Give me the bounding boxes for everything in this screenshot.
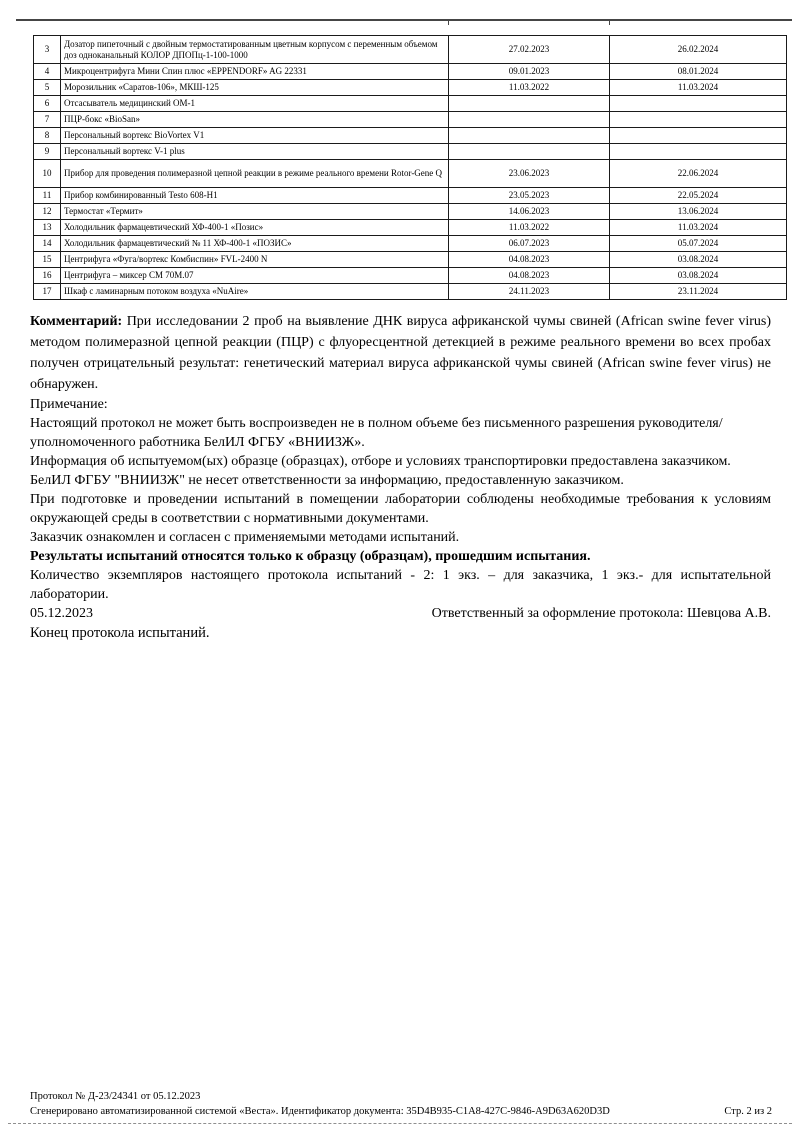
verification-date-cell: 04.08.2023: [449, 252, 610, 268]
table-row: [34, 128, 787, 144]
table-row: [34, 236, 787, 252]
note-paragraph: Результаты испытаний относятся только к образцу (образцам), прошедшим испытания.: [30, 549, 591, 564]
table-column-tick: [609, 21, 610, 25]
row-number-cell: 4: [34, 64, 61, 80]
equipment-name-cell: Прибор комбинированный Testo 608-H1: [61, 188, 449, 204]
equipment-name-cell: Персональный вортекс BioVortex V1: [61, 128, 449, 144]
valid-until-date-cell: 05.07.2024: [610, 236, 787, 252]
row-number-cell: 6: [34, 96, 61, 112]
table-row: [34, 252, 787, 268]
verification-date-cell: 14.06.2023: [449, 204, 610, 220]
table-row: [34, 284, 787, 300]
verification-date-cell: [449, 144, 610, 160]
table-row: [34, 144, 787, 160]
table-row: [34, 64, 787, 80]
verification-date-cell: 23.06.2023: [449, 160, 610, 188]
verification-date-cell: [449, 112, 610, 128]
row-number-cell: 11: [34, 188, 61, 204]
equipment-name-cell: Шкаф с ламинарным потоком воздуха «NuAire»: [61, 284, 449, 300]
equipment-name-cell: Прибор для проведения полимеразной цепной реакции в режиме реального времени Rotor-Gene Q: [61, 160, 449, 188]
signoff-date: 05.12.2023: [30, 606, 93, 621]
verification-date-cell: [449, 96, 610, 112]
equipment-name-cell: Центрифуга «Фуга/вортекс Комбиспин» FVL-2400 N: [61, 252, 449, 268]
equipment-name-cell: Персональный вортекс V-1 plus: [61, 144, 449, 160]
note-paragraph: Заказчик ознакомлен и согласен с применяемыми методами испытаний.: [30, 530, 460, 545]
table-row: [34, 220, 787, 236]
verification-date-cell: [449, 128, 610, 144]
footer-generated-text: Сгенерировано автоматизированной системой «Веста». Идентификатор документа: 35D4B935-C1A8-427C-9846-A9D63A620D3D: [30, 1106, 610, 1117]
equipment-name-cell: ПЦР-бокс «BioSan»: [61, 112, 449, 128]
verification-date-cell: 11.03.2022: [449, 220, 610, 236]
equipment-name-cell: Отсасыватель медицинский ОМ-1: [61, 96, 449, 112]
table-row: [34, 204, 787, 220]
verification-date-cell: 24.11.2023: [449, 284, 610, 300]
valid-until-date-cell: 11.03.2024: [610, 80, 787, 96]
notes-block: [30, 395, 771, 604]
verification-date-cell: 06.07.2023: [449, 236, 610, 252]
row-number-cell: 17: [34, 284, 61, 300]
valid-until-date-cell: [610, 128, 787, 144]
verification-date-cell: 27.02.2023: [449, 36, 610, 64]
row-number-cell: 5: [34, 80, 61, 96]
row-number-cell: 13: [34, 220, 61, 236]
table-row: [34, 96, 787, 112]
equipment-name-cell: Морозильник «Саратов-106», МКШ-125: [61, 80, 449, 96]
comment-text: При исследовании 2 проб на выявление ДНК вируса африканской чумы свиней (African swine fever virus) методом полимеразной цепной реакции (ПЦР) с флуоресцентной детекцией в режиме реального времени во всех пробах получен отрицательный результат: генетический материал вируса африканской чумы свиней (African swine fever virus) не обнаружен.: [30, 314, 771, 392]
valid-until-date-cell: [610, 96, 787, 112]
row-number-cell: 14: [34, 236, 61, 252]
valid-until-date-cell: 22.06.2024: [610, 160, 787, 188]
row-number-cell: 15: [34, 252, 61, 268]
valid-until-date-cell: 03.08.2024: [610, 252, 787, 268]
note-paragraph: Количество экземпляров настоящего протокола испытаний - 2: 1 экз. – для заказчика, 1 экз.- для испытательной лаборатории.: [30, 568, 771, 602]
row-number-cell: 16: [34, 268, 61, 284]
table-row: [34, 80, 787, 96]
footer-protocol-number: Протокол № Д-23/24341 от 05.12.2023: [30, 1091, 201, 1102]
row-number-cell: 8: [34, 128, 61, 144]
verification-date-cell: 04.08.2023: [449, 268, 610, 284]
note-paragraph: Настоящий протокол не может быть воспроизведен не в полном объеме без письменного разрешения руководителя/уполномоченного работника БелИЛ ФГБУ «ВНИИЗЖ».: [30, 416, 723, 450]
table-row: [34, 188, 787, 204]
verification-date-cell: 23.05.2023: [449, 188, 610, 204]
valid-until-date-cell: [610, 112, 787, 128]
row-number-cell: 9: [34, 144, 61, 160]
equipment-table-body: [34, 36, 787, 300]
valid-until-date-cell: 08.01.2024: [610, 64, 787, 80]
footer-generated-row: [30, 1105, 772, 1118]
page-break-rule: [16, 19, 792, 21]
note-paragraph: БелИЛ ФГБУ "ВНИИЗЖ" не несет ответственности за информацию, предоставленную заказчиком.: [30, 473, 624, 488]
table-row: [34, 36, 787, 64]
row-number-cell: 3: [34, 36, 61, 64]
table-column-tick: [448, 21, 449, 25]
verification-date-cell: 11.03.2022: [449, 80, 610, 96]
equipment-name-cell: Дозатор пипеточный с двойным термостатированным цветным корпусом с переменным объемом доз одноканальный КОЛОР ДПОПц-1-100-1000: [61, 36, 449, 64]
equipment-table: [33, 35, 787, 300]
valid-until-date-cell: 23.11.2024: [610, 284, 787, 300]
footer-page-number: Стр. 2 из 2: [724, 1106, 772, 1117]
signoff-responsible: Ответственный за оформление протокола: Шевцова А.В.: [431, 606, 771, 621]
valid-until-date-cell: 26.02.2024: [610, 36, 787, 64]
table-row: [34, 160, 787, 188]
row-number-cell: 7: [34, 112, 61, 128]
table-row: [34, 268, 787, 284]
equipment-name-cell: Холодильник фармацевтический № 11 ХФ-400-1 «ПОЗИС»: [61, 236, 449, 252]
notes-paragraphs: [30, 414, 771, 604]
valid-until-date-cell: 03.08.2024: [610, 268, 787, 284]
equipment-name-cell: Центрифуга – миксер СМ 70М.07: [61, 268, 449, 284]
comment-paragraph: [30, 311, 771, 395]
protocol-end-line: Конец протокола испытаний.: [30, 625, 210, 641]
valid-until-date-cell: 22.05.2024: [610, 188, 787, 204]
table-row: [34, 112, 787, 128]
valid-until-date-cell: [610, 144, 787, 160]
note-paragraph: При подготовке и проведении испытаний в помещении лаборатории соблюдены необходимые требования к условиям окружающей среды в соответствии с нормативными документами.: [30, 492, 771, 526]
signoff-row: [30, 604, 771, 624]
row-number-cell: 12: [34, 204, 61, 220]
equipment-name-cell: Холодильник фармацевтический ХФ-400-1 «Позис»: [61, 220, 449, 236]
valid-until-date-cell: 13.06.2024: [610, 204, 787, 220]
row-number-cell: 10: [34, 160, 61, 188]
equipment-name-cell: Микроцентрифуга Мини Спин плюс «EPPENDORF» AG 22331: [61, 64, 449, 80]
verification-date-cell: 09.01.2023: [449, 64, 610, 80]
note-paragraph: Информация об испытуемом(ых) образце (образцах), отборе и условиях транспортировки предоставлена заказчиком.: [30, 454, 731, 469]
equipment-name-cell: Термостат «Термит»: [61, 204, 449, 220]
bottom-cut-line: [8, 1123, 792, 1124]
comment-label: Комментарий:: [30, 314, 123, 329]
notes-title: Примечание:: [30, 397, 108, 412]
valid-until-date-cell: 11.03.2024: [610, 220, 787, 236]
